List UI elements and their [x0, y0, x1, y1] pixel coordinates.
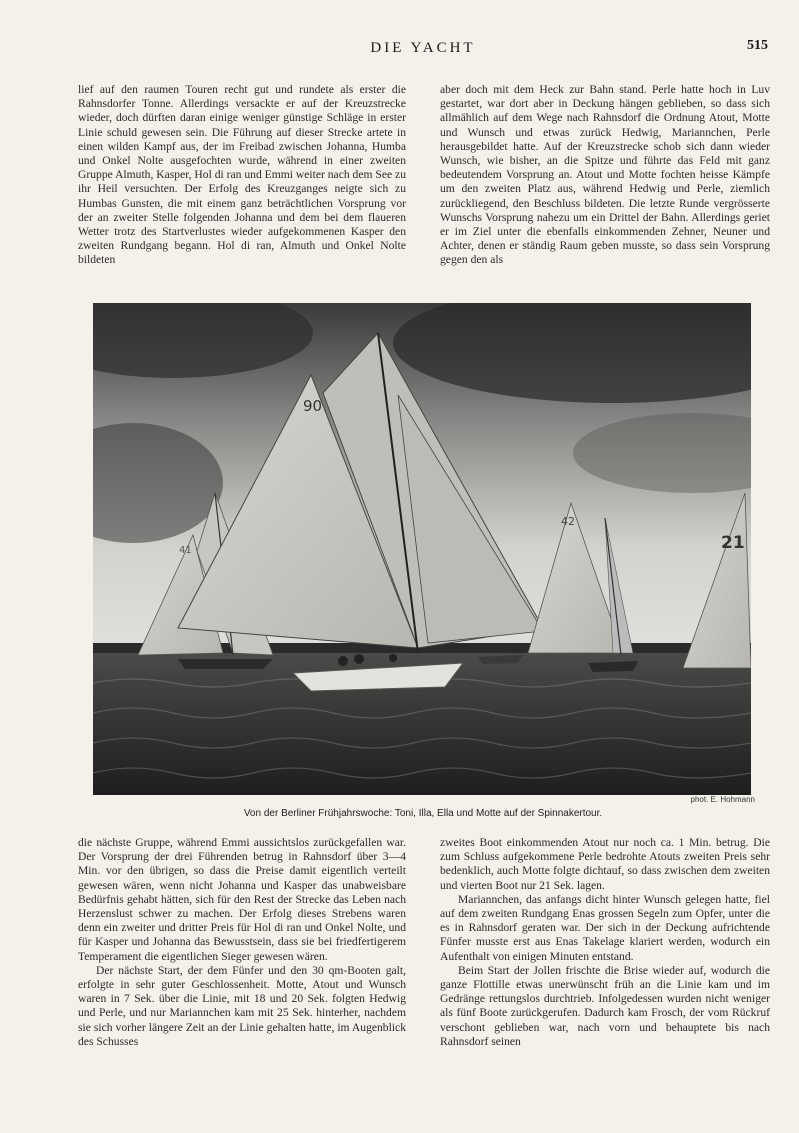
- paragraph: lief auf den raumen Touren recht gut und rundete als erster die Rahnsdorfer Tonne. Allerdings versackte er auf der Kreuzstrecke wieder, doch dürften daran einige weniger günstige Schläge in erster Linie schuld gewesen sein. Die Führung auf dieser Strecke artete in einen wilden Kampf aus, der im Freibad zwischen Johanna, Humba und Onkel Nolte ausgefochten wurde, während in einer zweiten Gruppe Almuth, Kasper, Hol di ran und Emmi weiter nach dem See zu ihr Heil versuchten. Der Erfolg des Kreuzganges neigte sich zu Humbas Gunsten, die mit einem ganz beträchtlichen Vorsprung vor der an zweiter Stelle folgenden Johanna und dem bei dem flaueren Wetter trotz des Startverlustes wieder aufgekommenen Kasper den zweiten Rundgang begann. Hol di ran, Almuth und Onkel Nolte bildeten: [78, 83, 406, 267]
- text-column-top-right: [440, 83, 770, 288]
- sailing-photo-illustration: [93, 303, 751, 795]
- sail-number: 21: [721, 533, 745, 553]
- sail-number: 41: [179, 545, 192, 556]
- sail-number: 90: [303, 397, 323, 415]
- paragraph: Beim Start der Jollen frischte die Brise wieder auf, wodurch die ganze Flottille etwas unerwünscht früh an die Linie kam und im Gedränge rettungslos durchtrieb. Infolgedessen wurden nicht weniger als fünf Boote zurückgerufen. Dadurch kam Frosch, der vom Rückruf verschont geblieben war, nach vorn und behauptete bis nach Rahnsdorf seinen: [440, 963, 770, 1048]
- page-number: 515: [747, 38, 768, 53]
- paragraph: aber doch mit dem Heck zur Bahn stand. Perle hatte hoch in Luv gestartet, war dort aber in Deckung hängen geblieben, so dass sich allmählich auf dem Wege nach Rahnsdorf die Ordnung Atout, Motte und Wunsch und etwas zurück Hedwig, Mariannchen, Perle herausgebildet hatte. Auf der Kreuzstrecke schob sich dann wieder Wunsch, wie bisher, an die Spitze und führte das Feld mit ganz bedeutendem Vorsprung an. Atout und Motte fochten heisse Kämpfe um den zweiten Platz aus, während Hedwig und Perle, ziemlich zurückliegend, den Beschluss bildeten. Die letzte Runde vergrösserte Wunschs Vorsprung nahezu um ein Drittel der Bahn. Allerdings geriet er im Ziel unter die ebenfalls einkommenden Zehner, Neuner und Achter, denen er ständig Raum geben musste, so dass sein Vorsprung gegen den als: [440, 83, 770, 267]
- photo-caption: Von der Berliner Frühjahrswoche: Toni, Illa, Ella und Motte auf der Spinnakertour.: [243, 808, 603, 819]
- photo-credit: phot. E. Hohmann: [690, 795, 755, 804]
- paragraph: die nächste Gruppe, während Emmi aussichtslos zurückgefallen war. Der Vorsprung der drei Führenden betrug in Rahnsdorf über 3—4 Min. vor den übrigen, so dass die Preise damit eigentlich verteilt gewesen wären, wenn nicht Johanna und Kasper das unabweisbare Bedürfnis gehabt hätten, sich für den Rest der Strecke das Leben nach Herzenslust schwer zu machen. Der Erfolg dieses Strebens waren denn ein zweiter und dritter Preis für Hol di ran und Onkel Nolte, und für Kasper und Johanna das Bewusstsein, dass sie bei friedfertigerem Temperament die eigentlichen Sieger gewesen wären.: [78, 836, 406, 963]
- text-column-bottom-right: [440, 836, 770, 1076]
- paragraph: Der nächste Start, der dem Fünfer und den 30 qm-Booten galt, erfolgte in sehr guter Geschlossenheit. Motte, Atout und Wunsch waren in 7 Sek. über die Linie, mit 18 und 20 Sek. folgten Hedwig und Perle, und nur Mariannchen kam mit 25 Sek. hinterher, nachdem sie sich vorher längere Zeit an der Linie gehalten hatte, im Augenblick des Schusses: [78, 963, 406, 1048]
- sailing-photo: [93, 303, 751, 795]
- running-title: DIE YACHT: [370, 40, 476, 56]
- sail-number: 42: [561, 515, 575, 528]
- text-column-top-left: [78, 83, 406, 288]
- text-column-bottom-left: [78, 836, 406, 1076]
- running-header: [78, 38, 768, 60]
- paragraph: Mariannchen, das anfangs dicht hinter Wunsch gelegen hatte, fiel auf dem zweiten Rundgang Enas grossen Segeln zum Opfer, unter die es in Rahnsdorf geraten war. Der sich in der Deckung aufrichtende Fünfer musste erst aus Enas Takelage klariert werden, wodurch ein Aufenthalt von einigen Minuten entstand.: [440, 892, 770, 963]
- paragraph: zweites Boot einkommenden Atout nur noch ca. 1 Min. betrug. Die zum Schluss aufgekommene Perle bedrohte Atouts zweiten Preis sehr bedenklich, auch Motte folgte dichtauf, so dass zwischen dem zweiten und vierten Boot nur 21 Sek. lagen.: [440, 836, 770, 892]
